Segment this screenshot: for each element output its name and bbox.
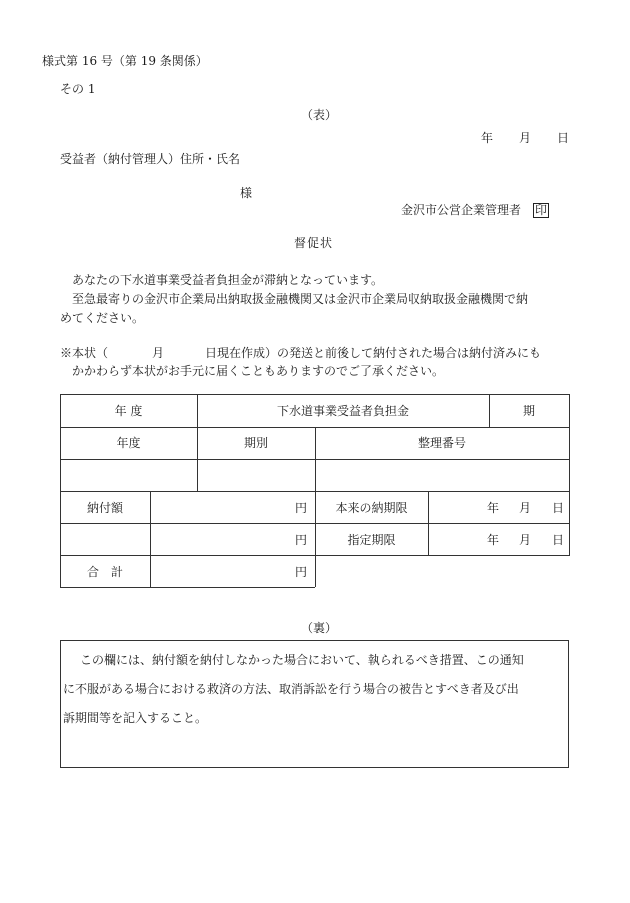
original-deadline-month: 月 xyxy=(519,501,532,515)
form-sub-number: その 1 xyxy=(60,82,96,96)
recipient-label: 受益者（納付管理人）住所・氏名 xyxy=(60,152,241,166)
header-period: 期 xyxy=(522,404,535,418)
amount-yen-2: 円 xyxy=(294,533,307,547)
sender-name: 金沢市公営企業管理者 xyxy=(401,203,522,217)
amount-label: 納付額 xyxy=(86,501,123,515)
amount-yen: 円 xyxy=(294,501,307,515)
table-line xyxy=(60,587,315,588)
seal-mark: 印 xyxy=(535,203,548,217)
table-line xyxy=(60,394,61,587)
header-year: 年度 xyxy=(116,436,141,450)
table-line xyxy=(569,394,570,556)
designated-deadline-month: 月 xyxy=(519,533,532,547)
original-deadline-day: 日 xyxy=(552,501,565,515)
back-line-2: に不服がある場合における救済の方法、取消訴訟を行う場合の被告とすべき者及び出 xyxy=(63,682,519,696)
recipient-honorific: 様 xyxy=(240,186,253,200)
table-line xyxy=(60,394,570,395)
sender xyxy=(401,203,549,218)
header-charge-name: 下水道事業受益者負担金 xyxy=(276,404,409,418)
front-side-label: （表） xyxy=(301,108,338,122)
document-title: 督促状 xyxy=(294,236,334,250)
back-line-3: 訴期間等を記入すること。 xyxy=(63,711,208,725)
total-yen: 円 xyxy=(294,565,307,579)
note-day-suffix: 日現在作成）の発送と前後して納付された場合は納付済みにも xyxy=(205,346,542,360)
note-prefix: ※本状（ xyxy=(60,346,109,360)
date-day-label: 日 xyxy=(557,131,570,145)
note-line-2: かかわらず本状がお手元に届くこともありますのでご了承ください。 xyxy=(72,364,445,378)
original-deadline-label: 本来の納期限 xyxy=(335,501,408,515)
designated-deadline-day: 日 xyxy=(552,533,565,547)
table-line xyxy=(428,491,429,555)
back-side-box xyxy=(60,640,569,768)
header-fiscal-year: 年 度 xyxy=(114,404,143,418)
original-deadline-year: 年 xyxy=(487,501,500,515)
date-year-label: 年 xyxy=(481,131,494,145)
body-line-3: めてください。 xyxy=(60,311,145,325)
back-line-1: この欄には、納付額を納付しなかった場合において、執られるべき措置、この通知 xyxy=(80,653,524,667)
body-line-2: 至急最寄りの金沢市企業局出納取扱金融機関又は金沢市企業局収納取扱金融機関で納 xyxy=(72,292,529,306)
date-month-label: 月 xyxy=(519,131,532,145)
header-installment: 期別 xyxy=(243,436,268,450)
note-month: 月 xyxy=(152,346,165,360)
header-reference-number: 整理番号 xyxy=(417,436,466,450)
designated-deadline-label: 指定期限 xyxy=(347,533,396,547)
form-number: 様式第 16 号（第 19 条関係） xyxy=(42,54,208,68)
total-label: 合 計 xyxy=(86,565,123,579)
body-line-1: あなたの下水道事業受益者負担金が滞納となっています。 xyxy=(72,273,384,287)
designated-deadline-year: 年 xyxy=(487,533,500,547)
back-side-label: （裏） xyxy=(301,621,338,635)
